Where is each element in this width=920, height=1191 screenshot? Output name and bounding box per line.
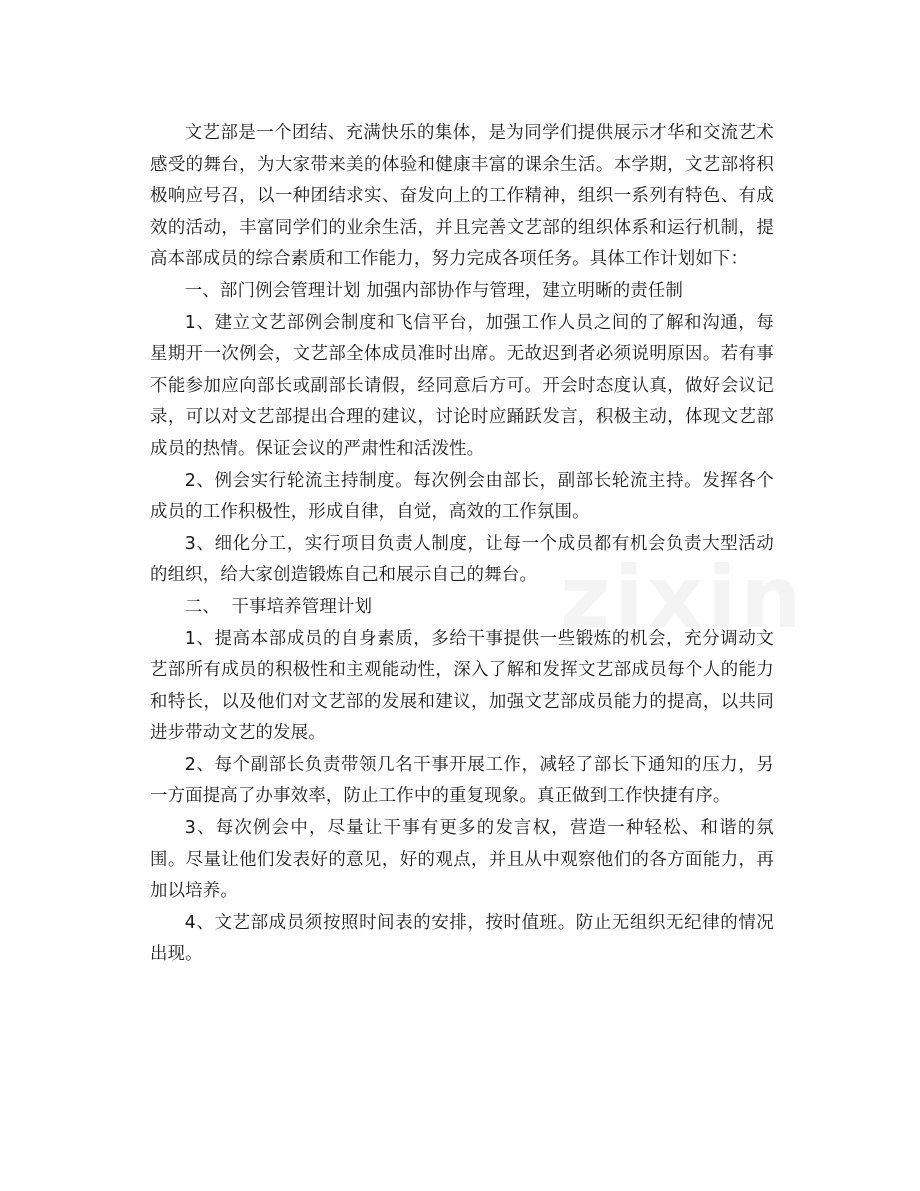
meeting-item-2: 2、例会实行轮流主持制度。每次例会由部长，副部长轮流主持。发挥各个成员的工作积极性，形成自律，自觉，高效的工作氛围。 [150, 470, 774, 523]
training-item-3: 3、每次例会中，尽量让干事有更多的发言权，营造一种轻松、和谐的氛围。尽量让他们发表好的意见，好的观点，并且从中观察他们的各方面能力，再加以培养。 [150, 818, 774, 902]
intro-paragraph: 文艺部是一个团结、充满快乐的集体，是为同学们提供展示才华和交流艺术感受的舞台，为大家带来美的体验和健康丰富的课余生活。本学期，文艺部将积极响应号召，以一种团结求实、奋发向上的工作精神，组织一系列有特色、有成效的活动，丰富同学们的业余生活，并且完善文艺部的组织体系和运行机制，提高本部成员的综合素质和工作能力，努力完成各项任务。具体工作计划如下： [150, 123, 774, 270]
section-heading-staff-training: 二、 干事培养管理计划 [184, 596, 373, 617]
document-body [150, 118, 774, 971]
training-item-2: 2、每个副部长负责带领几名干事开展工作，减轻了部长下通知的压力，另一方面提高了办事效率，防止工作中的重复现象。真正做到工作快捷有序。 [150, 754, 774, 807]
meeting-item-3: 3、细化分工，实行项目负责人制度，让每一个成员都有机会负责大型活动的组织，给大家创造锻炼自己和展示自己的舞台。 [150, 533, 774, 586]
meeting-item-1: 1、建立文艺部例会制度和飞信平台，加强工作人员之间的了解和沟通，每星期开一次例会，文艺部全体成员准时出席。无故迟到者必须说明原因。若有事不能参加应向部长或副部长请假，经同意后方可。开会时态度认真，做好会议记录，可以对文艺部提出合理的建议，讨论时应踊跃发言，积极主动，体现文艺部成员的热情。保证会议的严肃性和活泼性。 [150, 312, 774, 459]
training-item-4: 4、文艺部成员须按照时间表的安排，按时值班。防止无组织无纪律的情况出现。 [150, 912, 774, 965]
training-item-1: 1、提高本部成员的自身素质，多给干事提供一些锻炼的机会，充分调动文艺部所有成员的积极性和主观能动性，深入了解和发挥文艺部成员每个人的能力和特长，以及他们对文艺部的发展和建议，加强文艺部成员能力的提高，以共同进步带动文艺的发展。 [150, 628, 774, 744]
section-heading-meeting-plan: 一、部门例会管理计划 加强内部协作与管理，建立明晰的责任制 [184, 280, 684, 301]
